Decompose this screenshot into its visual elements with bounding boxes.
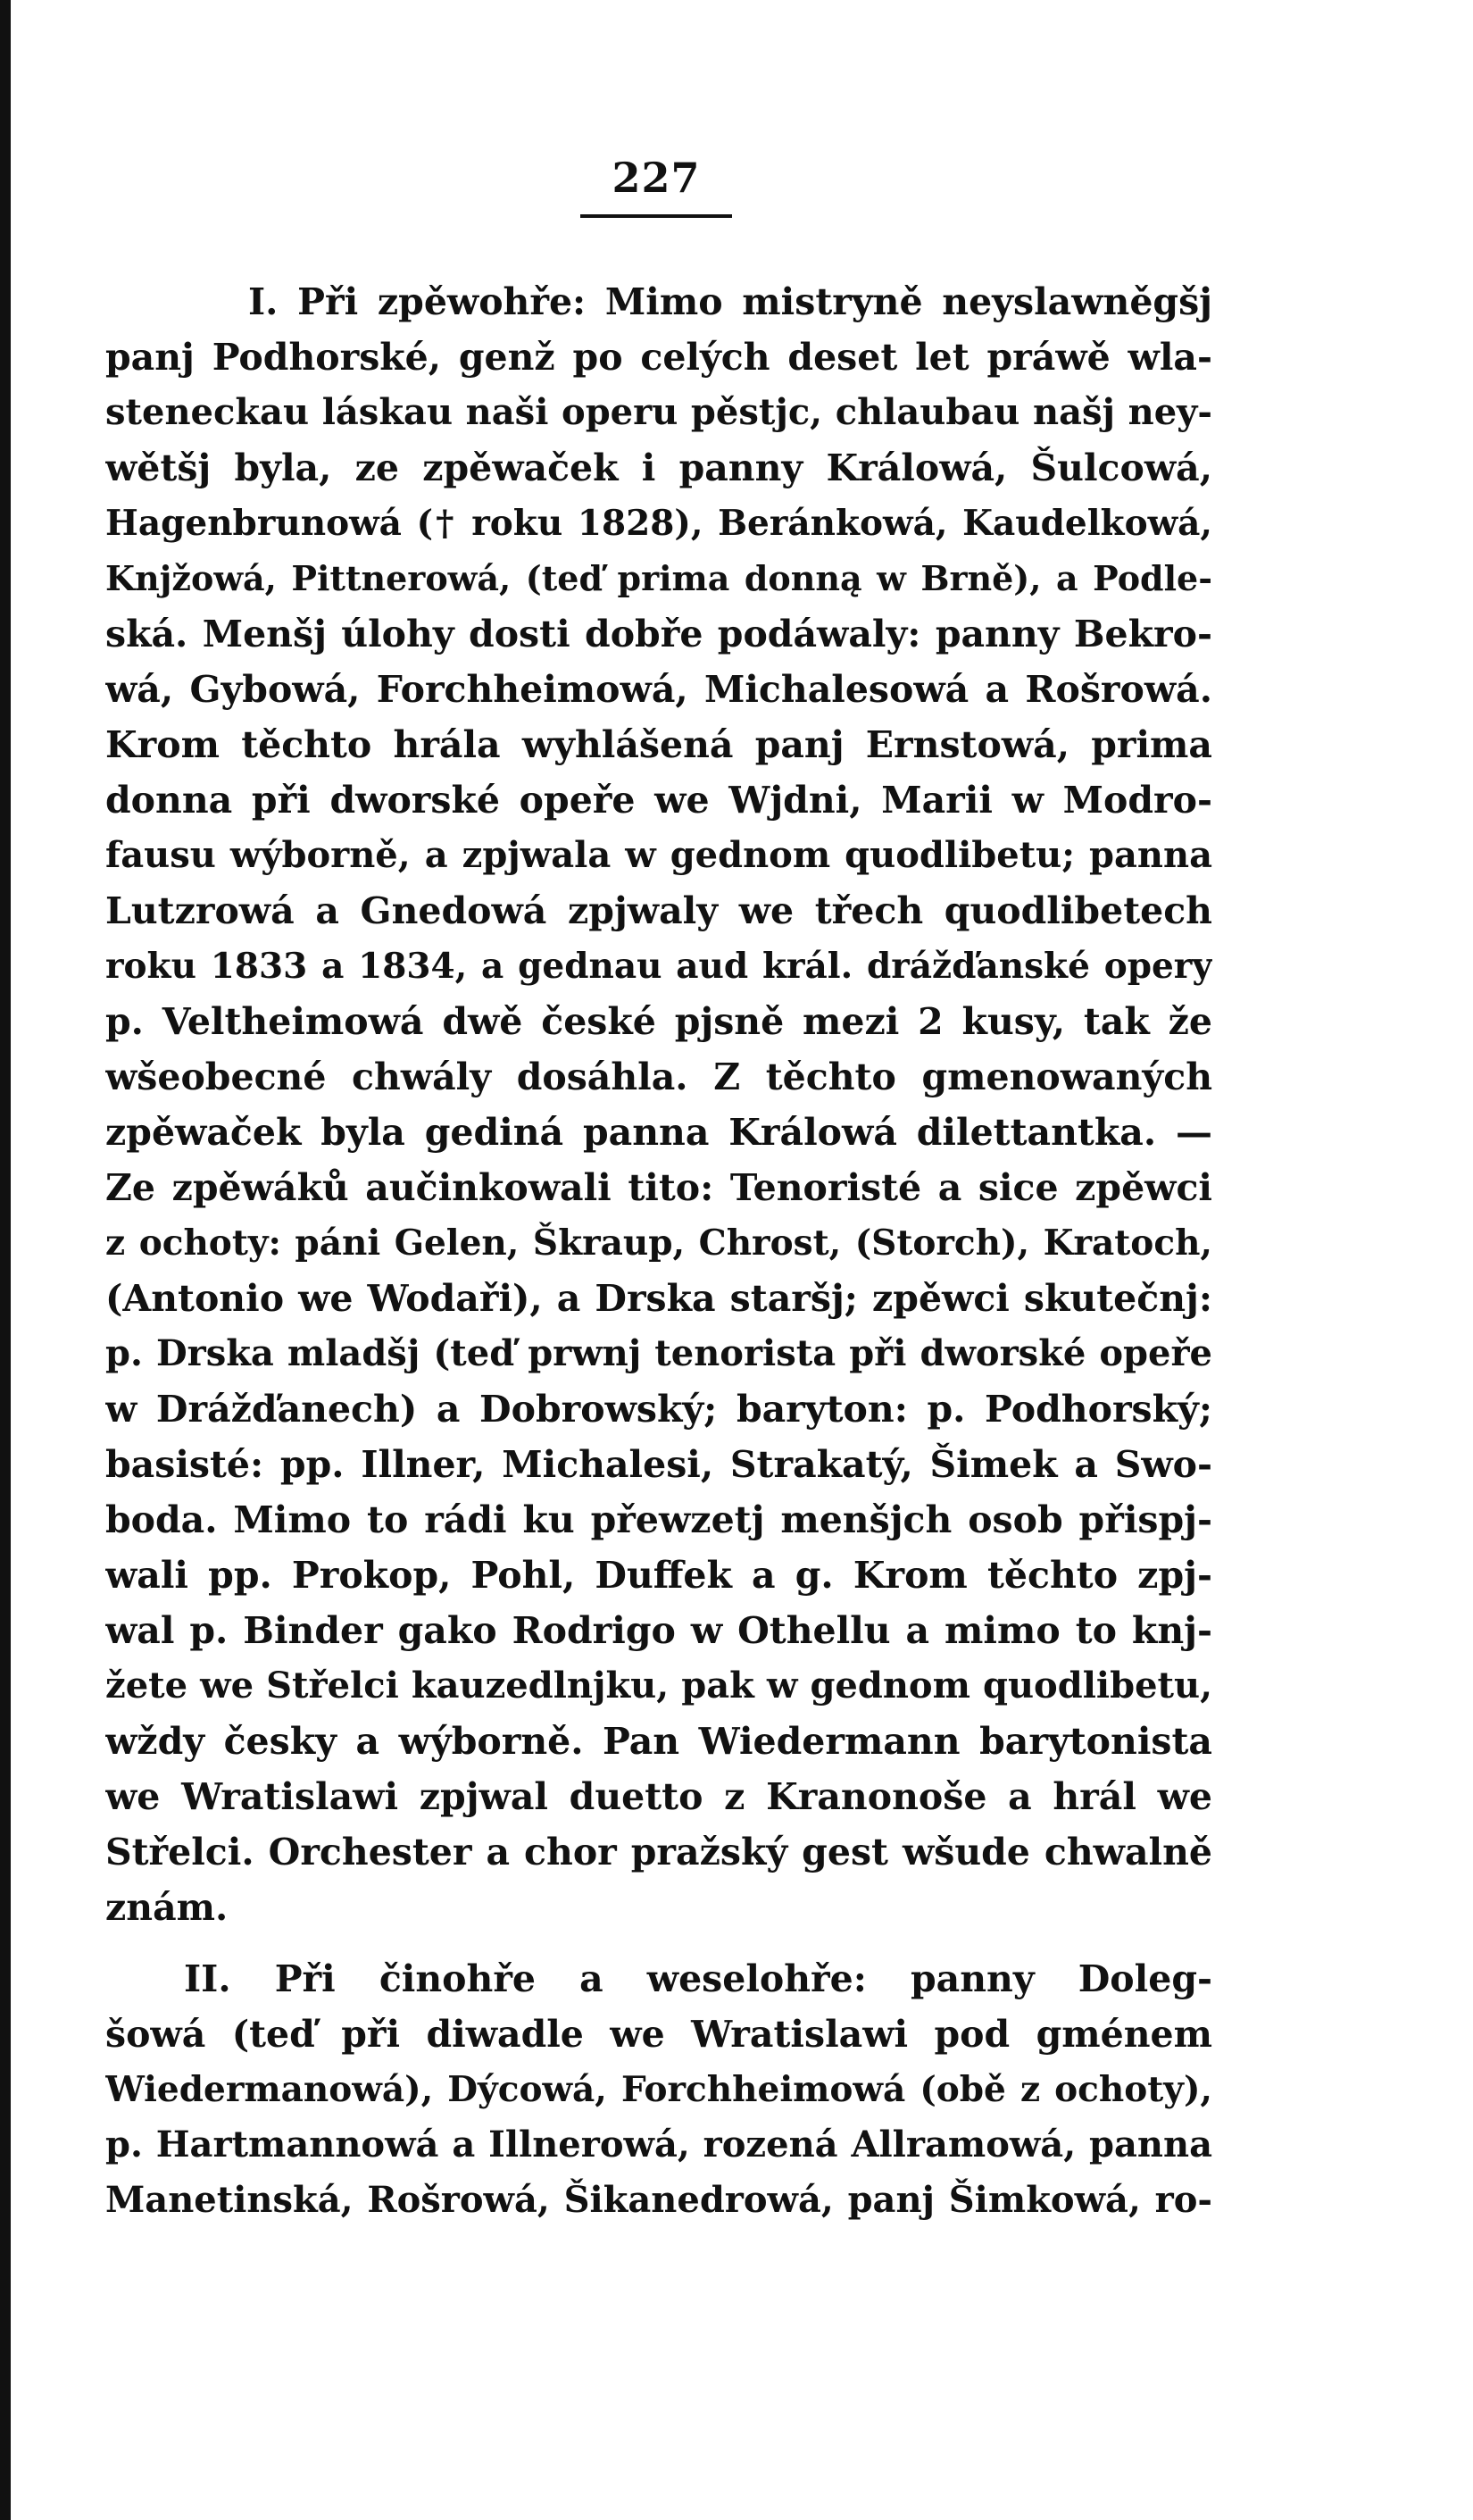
text-line: steneckau láskau naši operu pěstjc, chlaubau našj ney- bbox=[105, 391, 1212, 433]
text-line: wá, Gybowá, Forchheimowá, Michalesowá a Rošrowá. bbox=[105, 668, 1212, 711]
text-line: basisté: pp. Illner, Michalesi, Strakatý, Šimek a Swo- bbox=[105, 1443, 1212, 1486]
text-line: Lutzrowá a Gnedowá zpjwaly we třech quodlibetech bbox=[105, 889, 1212, 932]
text-line: ská. Menšj úlohy dosti dobře podáwaly: panny Bekro- bbox=[105, 613, 1212, 655]
text-line: zpěwaček byla gediná panna Králowá dilettantka. — bbox=[105, 1111, 1212, 1154]
text-line: p. Veltheimowá dwě české pjsně mezi 2 kusy, tak že bbox=[105, 1000, 1212, 1043]
text-line: wždy česky a wýborně. Pan Wiedermann barytonista bbox=[105, 1720, 1212, 1763]
text-line: p. Drska mladšj (teď prwnj tenorista při dworské opeře bbox=[105, 1332, 1212, 1374]
text-line: Hagenbrunowá († roku 1828), Beránkowá, Kaudelkowá, bbox=[105, 503, 1212, 544]
text-line: wali pp. Prokop, Pohl, Duffek a g. Krom těchto zpj- bbox=[105, 1554, 1212, 1597]
text-line: z ochoty: páni Gelen, Škraup, Chrost, (Storch), Kratoch, bbox=[105, 1222, 1212, 1264]
text-line: wšeobecné chwály dosáhla. Z těchto gmenowaných bbox=[105, 1056, 1212, 1098]
page-scan-edge bbox=[0, 0, 11, 2520]
text-line: Knjžowá, Pittnerowá, (teď prima donną w Brně), a Podle- bbox=[105, 558, 1212, 598]
text-line: wal p. Binder gako Rodrigo w Othellu a mimo to knj- bbox=[105, 1609, 1212, 1652]
text-line: Ze zpěwáků aučinkowali tito: Tenoristé a sice zpěwci bbox=[105, 1166, 1212, 1209]
text-line: Krom těchto hrála wyhlášená panj Ernstowá, prima bbox=[105, 723, 1212, 766]
text-line: Střelci. Orchester a chor pražský gest wšude chwalně bbox=[105, 1831, 1212, 1873]
text-line: (Antonio we Wodaři), a Drska staršj; zpěwci skutečnj: bbox=[105, 1277, 1212, 1320]
page-number-rule bbox=[580, 214, 732, 218]
text-line: wětšj byla, ze zpěwaček i panny Králowá, Šulcowá, bbox=[105, 446, 1212, 489]
text-line: Wiedermanowá), Dýcowá, Forchheimowá (obě z ochoty), bbox=[105, 2069, 1212, 2110]
text-line: Manetinská, Rošrowá, Šikanedrowá, panj Šimkowá, ro- bbox=[105, 2179, 1212, 2221]
text-line: boda. Mimo to rádi ku přewzetj menšjch osob přispj- bbox=[105, 1498, 1212, 1541]
text-line: I. Při zpěwohře: Mimo mistryně neyslawněgšj bbox=[248, 280, 1212, 323]
text-line: we Wratislawi zpjwal duetto z Kranonoše a hrál we bbox=[105, 1775, 1212, 1818]
text-line: žete we Střelci kauzedlnjku, pak w gednom quodlibetu, bbox=[105, 1665, 1212, 1706]
text-line: panj Podhorské, genž po celých deset let práwě wla- bbox=[105, 336, 1212, 379]
text-line: znám. bbox=[105, 1886, 229, 1929]
text-line: p. Hartmannowá a Illnerowá, rozená Allramowá, panna bbox=[105, 2124, 1212, 2165]
text-line: roku 1833 a 1834, a gednau aud král. drážďanské opery bbox=[105, 946, 1212, 987]
text-line: II. Při činohře a weselohře: panny Doleg- bbox=[184, 1957, 1212, 2000]
text-line: w Drážďanech) a Dobrowský; baryton: p. Podhorský; bbox=[105, 1388, 1212, 1431]
text-line: fausu wýborně, a zpjwala w gednom quodlibetu; panna bbox=[105, 834, 1212, 876]
page-number: 227 bbox=[612, 154, 701, 202]
text-line: šowá (teď při diwadle we Wratislawi pod gménem bbox=[105, 2013, 1212, 2056]
text-line: donna při dworské opeře we Wjdni, Marii w Modro- bbox=[105, 779, 1212, 822]
